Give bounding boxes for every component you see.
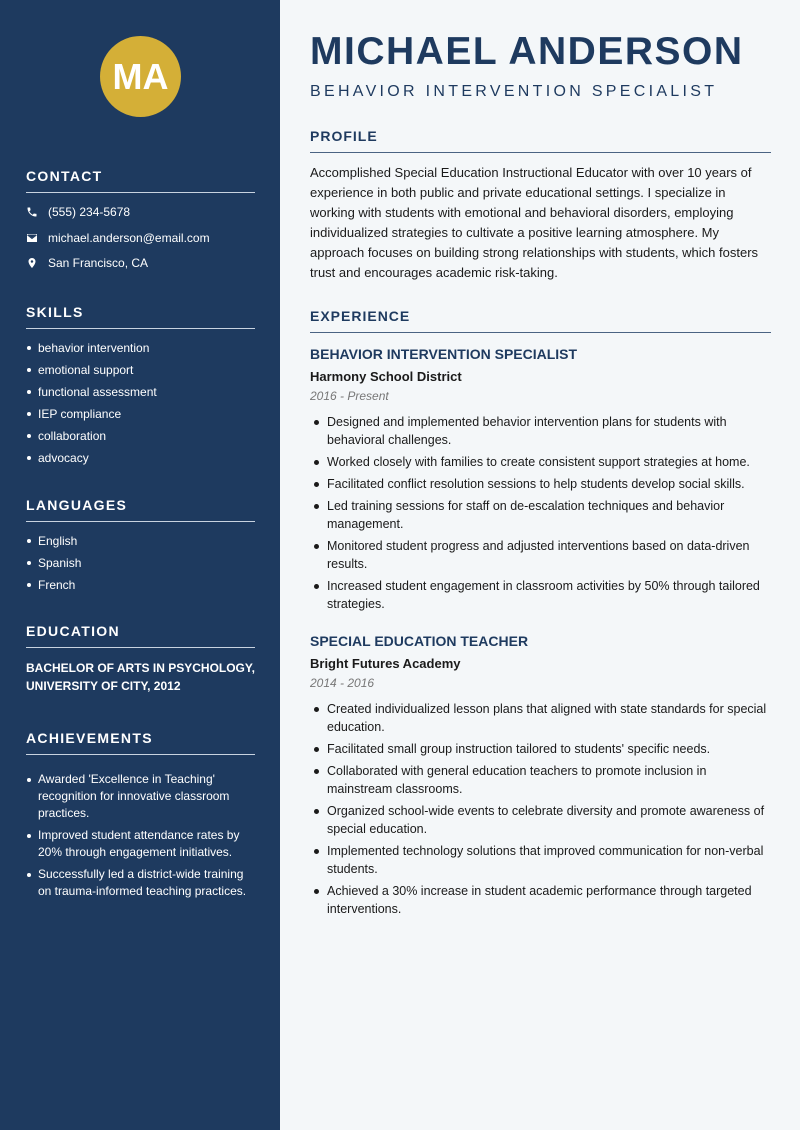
job-bullet: Implemented technology solutions that improved communication for non-verbal students.	[310, 842, 771, 878]
achievement-item: Improved student attendance rates by 20% through engagement initiatives.	[26, 827, 258, 861]
job-dates: 2014 - 2016	[310, 676, 375, 690]
job-bullet: Monitored student progress and adjusted interventions based on data-driven results.	[310, 537, 771, 573]
language-item: French	[26, 574, 258, 596]
job-bullet: Collaborated with general education teachers to promote inclusion in mainstream classrooms.	[310, 762, 771, 798]
job-bullet: Facilitated conflict resolution sessions to help students develop social skills.	[310, 475, 771, 493]
contact-email	[26, 231, 210, 245]
skill-item: functional assessment	[26, 381, 258, 403]
education-heading: EDUCATION	[26, 623, 255, 648]
job-bullet: Created individualized lesson plans that aligned with state standards for special education.	[310, 700, 771, 736]
job-company: Harmony School District	[310, 369, 462, 384]
job-bullet: Led training sessions for staff on de-escalation techniques and behavior management.	[310, 497, 771, 533]
job-bullet: Achieved a 30% increase in student academic performance through targeted interventions.	[310, 882, 771, 918]
phone-icon	[26, 206, 38, 218]
language-item: English	[26, 530, 258, 552]
experience-heading: EXPERIENCE	[310, 308, 771, 333]
skill-item: behavior intervention	[26, 337, 258, 359]
job-title: BEHAVIOR INTERVENTION SPECIALIST	[310, 83, 718, 100]
email-text: michael.anderson@email.com	[48, 231, 210, 245]
job-role: SPECIAL EDUCATION TEACHER	[310, 633, 529, 649]
job-bullet: Organized school-wide events to celebrate diversity and promote awareness of special education.	[310, 802, 771, 838]
job-entry	[310, 346, 771, 617]
profile-text: Accomplished Special Education Instructional Educator with over 10 years of experience in both public and private educational settings. I specialize in working with students with emotional and behavioral disorders, employing individualized strategies to cultivate a positive learning atmosphere. My approach focuses on building strong relationships with students, which fosters trust and encourages academic risk-taking.	[310, 165, 759, 280]
job-role: BEHAVIOR INTERVENTION SPECIALIST	[310, 346, 578, 362]
contact-heading: CONTACT	[26, 168, 255, 193]
job-bullet: Designed and implemented behavior intervention plans for students with behavioral challenges.	[310, 413, 771, 449]
skill-item: advocacy	[26, 447, 258, 469]
languages-heading: LANGUAGES	[26, 497, 255, 522]
job-dates: 2016 - Present	[310, 389, 389, 403]
job-bullets	[310, 413, 771, 613]
phone-text: (555) 234-5678	[48, 205, 131, 219]
achievement-item: Successfully led a district-wide training on trauma-informed teaching practices.	[26, 866, 258, 900]
sidebar	[0, 0, 280, 1130]
job-bullets	[310, 700, 771, 918]
full-name: MICHAEL ANDERSON	[310, 30, 744, 73]
email-icon	[26, 232, 38, 244]
job-bullet: Facilitated small group instruction tailored to students' specific needs.	[310, 740, 771, 758]
skill-item: collaboration	[26, 425, 258, 447]
language-item: Spanish	[26, 552, 258, 574]
achievements-heading: ACHIEVEMENTS	[26, 730, 255, 755]
job-bullet: Increased student engagement in classroom activities by 50% through tailored strategies.	[310, 577, 771, 613]
job-bullet: Worked closely with families to create consistent support strategies at home.	[310, 453, 771, 471]
education-degree: BACHELOR OF ARTS IN PSYCHOLOGY, UNIVERSITY OF CITY, 2012	[26, 661, 255, 693]
contact-location	[26, 256, 148, 270]
achievements-list	[26, 771, 258, 905]
contact-phone	[26, 205, 130, 219]
skill-item: IEP compliance	[26, 403, 258, 425]
languages-list	[26, 530, 258, 596]
avatar-initials: MA	[100, 36, 181, 117]
skill-item: emotional support	[26, 359, 258, 381]
achievement-item: Awarded 'Excellence in Teaching' recognition for innovative classroom practices.	[26, 771, 258, 822]
skills-heading: SKILLS	[26, 304, 255, 329]
profile-heading: PROFILE	[310, 128, 771, 153]
location-pin-icon	[26, 257, 38, 269]
job-entry	[310, 633, 771, 922]
location-text: San Francisco, CA	[48, 256, 149, 270]
skills-list	[26, 337, 258, 469]
job-company: Bright Futures Academy	[310, 656, 461, 671]
